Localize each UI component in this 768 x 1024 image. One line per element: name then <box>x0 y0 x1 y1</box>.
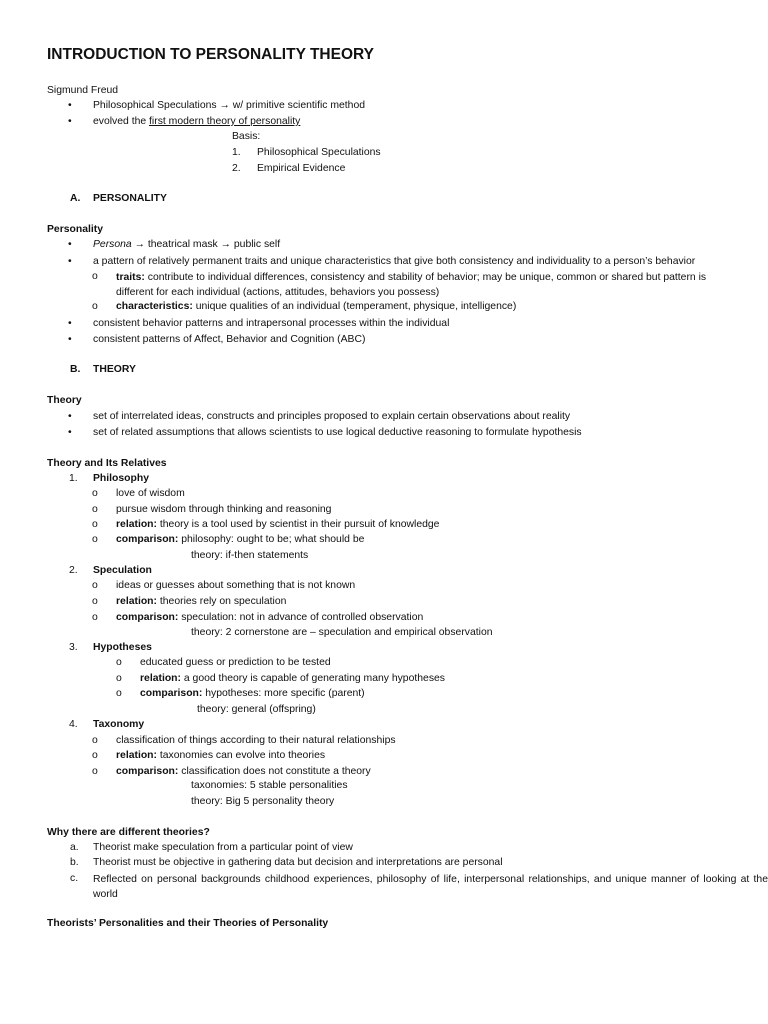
philosophy-comparison-2: theory: if-then statements <box>191 550 309 561</box>
freud-bullet-2: evolved the first modern theory of personality <box>93 116 301 127</box>
bullet: • <box>68 318 72 329</box>
philosophy-title: Philosophy <box>93 473 149 484</box>
theory-bullet-1: set of interrelated ideas, constructs and principles proposed to explain certain observations about reality <box>93 411 571 422</box>
sub-bullet: o <box>116 657 122 668</box>
personality-bullet-2: a pattern of relatively permanent traits and unique characteristics that give both consistency and individuality to a person’s behavior <box>93 256 696 267</box>
first-modern-theory-underline: first modern theory of personality <box>149 116 301 127</box>
number-marker: 1. <box>232 147 241 158</box>
sub-bullet: o <box>92 766 98 777</box>
basis-item-2: Empirical Evidence <box>257 163 346 174</box>
characteristics-item: characteristics: unique qualities of an individual (temperament, physique, intelligence) <box>116 301 517 312</box>
section-a-heading: PERSONALITY <box>93 193 167 204</box>
sub-bullet: o <box>92 612 98 623</box>
section-letter-b: B. <box>70 364 81 375</box>
section-b-heading: THEORY <box>93 364 136 375</box>
sub-bullet: o <box>92 596 98 607</box>
freud-label: Sigmund Freud <box>47 85 119 96</box>
theory-bullet-2: set of related assumptions that allows scientists to use logical deductive reasoning to formulate hypothesis <box>93 427 582 438</box>
hypotheses-comparison: comparison: hypotheses: more specific (parent) <box>140 688 365 699</box>
philosophy-item-2: pursue wisdom through thinking and reasoning <box>116 504 332 515</box>
number-marker: 1. <box>69 473 78 484</box>
personality-bullet-1: Persona → theatrical mask → public self <box>93 239 281 250</box>
why-item-b: Theorist must be objective in gathering data but decision and interpretations are personal <box>93 857 503 868</box>
sub-bullet: o <box>92 271 98 282</box>
number-marker: 3. <box>69 642 78 653</box>
hypotheses-relation: relation: a good theory is capable of generating many hypotheses <box>140 673 445 684</box>
hypotheses-item-1: educated guess or prediction to be tested <box>140 657 331 668</box>
personality-bullet-3: consistent behavior patterns and intrapersonal processes within the individual <box>93 318 450 329</box>
bullet: • <box>68 334 72 345</box>
hypotheses-comparison-2: theory: general (offspring) <box>197 704 316 715</box>
letter-marker: b. <box>70 857 79 868</box>
letter-marker: c. <box>70 873 79 884</box>
sub-bullet: o <box>116 688 122 699</box>
speculation-item-1: ideas or guesses about something that is not known <box>116 580 356 591</box>
number-marker: 4. <box>69 719 78 730</box>
bullet: • <box>68 427 72 438</box>
sub-bullet: o <box>116 673 122 684</box>
sub-bullet: o <box>92 488 98 499</box>
bullet: • <box>68 239 72 250</box>
bullet: • <box>68 100 72 111</box>
sub-bullet: o <box>92 735 98 746</box>
sub-bullet: o <box>92 534 98 545</box>
sub-bullet: o <box>92 580 98 591</box>
taxonomy-relation: relation: taxonomies can evolve into theories <box>116 750 326 761</box>
sub-bullet: o <box>92 519 98 530</box>
basis-item-1: Philosophical Speculations <box>257 147 381 158</box>
taxonomy-comparison-3: theory: Big 5 personality theory <box>191 796 335 807</box>
taxonomy-comparison-2: taxonomies: 5 stable personalities <box>191 780 348 791</box>
theory-heading: Theory <box>47 395 82 406</box>
hypotheses-title: Hypotheses <box>93 642 152 653</box>
taxonomy-item-1: classification of things according to their natural relationships <box>116 735 396 746</box>
philosophy-comparison: comparison: philosophy: ought to be; what should be <box>116 534 365 545</box>
speculation-relation: relation: theories rely on speculation <box>116 596 287 607</box>
final-heading: Theorists’ Personalities and their Theories of Personality <box>47 918 329 929</box>
sub-bullet: o <box>92 504 98 515</box>
personality-bullet-4: consistent patterns of Affect, Behavior and Cognition (ABC) <box>93 334 366 345</box>
philosophy-relation: relation: theory is a tool used by scientist in their pursuit of knowledge <box>116 519 440 530</box>
section-letter-a: A. <box>70 193 81 204</box>
bullet: • <box>68 256 72 267</box>
bullet: • <box>68 116 72 127</box>
traits-item: traits: contribute to individual differences, consistency and stability of behavior; may be unique, common or shared but pattern is different for each individual (actions, attitudes, behaviors you possess) <box>116 272 707 298</box>
bullet: • <box>68 411 72 422</box>
speculation-title: Speculation <box>93 565 152 576</box>
number-marker: 2. <box>232 163 241 174</box>
sub-bullet: o <box>92 750 98 761</box>
personality-heading: Personality <box>47 224 104 235</box>
basis-label: Basis: <box>232 131 261 142</box>
freud-bullet-1: Philosophical Speculations → w/ primitive scientific method <box>93 100 366 111</box>
philosophy-item-1: love of wisdom <box>116 488 185 499</box>
sub-bullet: o <box>92 301 98 312</box>
letter-marker: a. <box>70 842 79 853</box>
relatives-heading: Theory and Its Relatives <box>47 458 167 469</box>
number-marker: 2. <box>69 565 78 576</box>
page-title: INTRODUCTION TO PERSONALITY THEORY <box>47 46 374 63</box>
why-heading: Why there are different theories? <box>47 827 210 838</box>
why-item-c: Reflected on personal backgrounds childhood experiences, philosophy of life, interpersonal relationships, and unique manner of looking at the world <box>93 874 768 900</box>
why-item-a: Theorist make speculation from a particular point of view <box>93 842 353 853</box>
speculation-comparison-2: theory: 2 cornerstone are – speculation and empirical observation <box>191 627 493 638</box>
taxonomy-comparison: comparison: classification does not constitute a theory <box>116 766 371 777</box>
taxonomy-title: Taxonomy <box>93 719 145 730</box>
speculation-comparison: comparison: speculation: not in advance of controlled observation <box>116 612 424 623</box>
